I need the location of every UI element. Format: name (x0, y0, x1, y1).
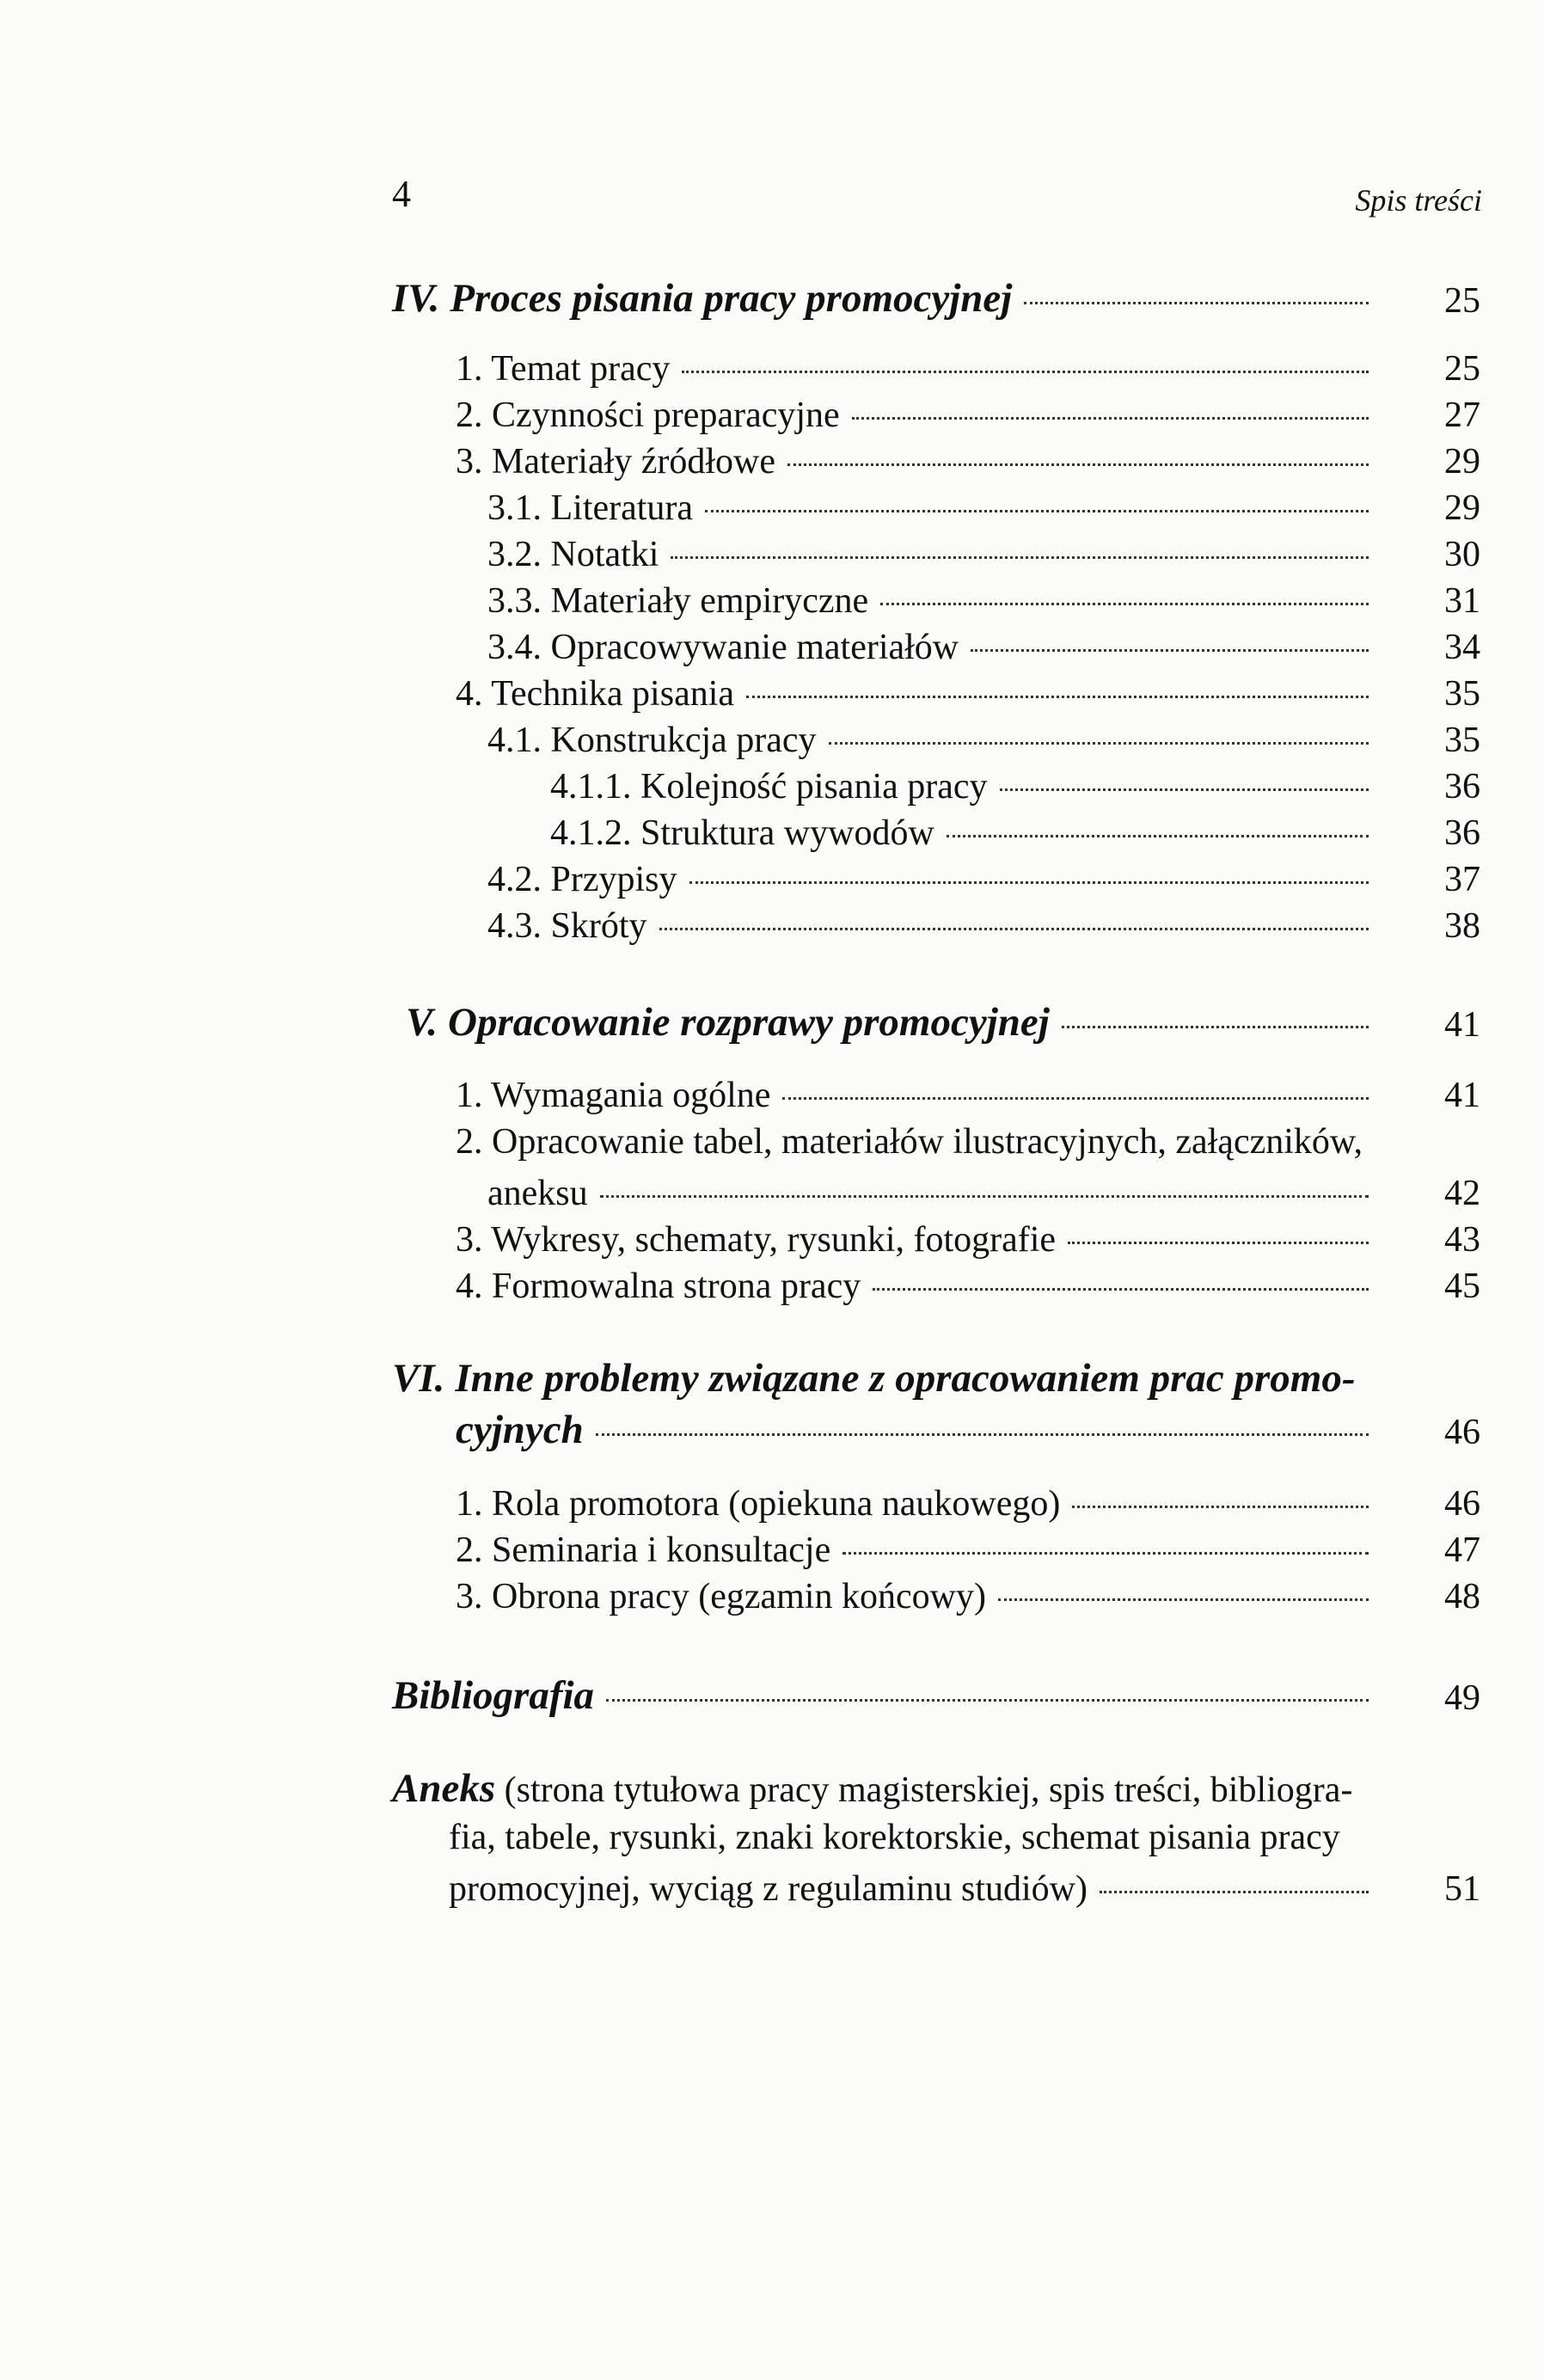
toc-bibliography (392, 1672, 1480, 1719)
page-ref: 46 (1444, 1413, 1480, 1452)
entry-label: 1. Rola promotora (opiekuna naukowego) (456, 1484, 1061, 1524)
running-head: Spis treści (1355, 183, 1482, 218)
page-ref: 25 (1444, 349, 1480, 389)
page-ref: 42 (1444, 1174, 1480, 1213)
toc-chapter-iv (392, 275, 1480, 322)
page-ref: 51 (1444, 1869, 1480, 1909)
dot-leader (1068, 1242, 1369, 1244)
dot-leader (787, 463, 1369, 466)
chapter-title-continued: cyjnych (456, 1408, 584, 1452)
dot-leader (971, 649, 1369, 652)
entry-label: 4.3. Skróty (487, 906, 647, 946)
dot-leader (746, 696, 1369, 698)
entry-label: 4.1.2. Struktura wywodów (550, 813, 934, 853)
entry-label: 3.2. Notatki (487, 535, 659, 574)
annex-desc-line3: promocyjnej, wyciąg z regulaminu studiów) (449, 1869, 1088, 1909)
dot-leader (671, 556, 1369, 559)
entry-label: 3. Materiały źródłowe (456, 442, 776, 482)
dot-leader (600, 1195, 1369, 1198)
toc-entry (487, 720, 1480, 761)
page-ref: 30 (1444, 535, 1480, 574)
toc-entry (456, 1576, 1480, 1617)
dot-leader (596, 1433, 1369, 1436)
dot-leader (1100, 1891, 1369, 1893)
toc-entry (487, 488, 1480, 529)
page-ref: 35 (1444, 674, 1480, 714)
toc-entry (456, 1219, 1480, 1261)
dot-leader (606, 1699, 1369, 1702)
page-ref: 41 (1444, 1076, 1480, 1115)
page-ref: 41 (1444, 1005, 1480, 1045)
toc-chapter-v (406, 999, 1480, 1046)
page-ref: 49 (1444, 1678, 1480, 1718)
toc-entry (456, 1075, 1480, 1116)
dot-leader (1062, 1026, 1369, 1028)
dot-leader (689, 881, 1369, 884)
page-ref: 37 (1444, 860, 1480, 899)
entry-label: 3. Wykresy, schematy, rysunki, fotografie (456, 1220, 1057, 1260)
page-ref: 48 (1444, 1577, 1480, 1616)
chapter-numeral: VI. (392, 1356, 445, 1401)
toc-annex-line1 (392, 1765, 1352, 1812)
toc-chapter-vi-cont (456, 1407, 1480, 1453)
toc-annex-line3 (449, 1868, 1480, 1910)
toc-entry (550, 766, 1480, 807)
page-ref: 31 (1444, 581, 1480, 621)
page-ref: 27 (1444, 396, 1480, 435)
page-ref: 35 (1444, 721, 1480, 760)
dot-leader (1072, 1506, 1369, 1508)
toc-entry (487, 627, 1480, 668)
chapter-numeral: IV. (392, 276, 440, 321)
toc-entry (487, 1173, 1480, 1214)
dot-leader (852, 417, 1369, 420)
dot-leader (880, 603, 1369, 605)
dot-leader (782, 1097, 1369, 1100)
page-ref: 29 (1444, 442, 1480, 482)
chapter-title: Inne problemy związane z opracowaniem prac promo- (455, 1356, 1356, 1401)
dot-leader (873, 1288, 1369, 1291)
toc-entry (456, 395, 1480, 436)
toc-entry (487, 905, 1480, 947)
toc-entry (456, 348, 1480, 390)
page-ref: 38 (1444, 906, 1480, 946)
page-ref: 34 (1444, 628, 1480, 667)
entry-label: 3.1. Literatura (487, 488, 694, 528)
entry-label: 4.2. Przypisy (487, 860, 677, 899)
dot-leader (829, 742, 1369, 745)
toc-entry (550, 813, 1480, 854)
entry-label: 2. Seminaria i konsultacje (456, 1530, 831, 1570)
entry-label: 4. Technika pisania (456, 674, 735, 714)
bibliography-title: Bibliografia (392, 1673, 595, 1718)
toc-entry (487, 580, 1480, 622)
entry-label: 1. Temat pracy (456, 349, 671, 389)
dot-leader (1024, 302, 1369, 304)
dot-leader (659, 928, 1369, 930)
toc-entry (487, 859, 1480, 900)
entry-label: 4. Formowalna strona pracy (456, 1267, 861, 1306)
toc-chapter-vi (392, 1355, 1356, 1402)
annex-title: Aneks (392, 1766, 496, 1811)
toc-entry (487, 534, 1480, 575)
dot-leader (1000, 788, 1369, 791)
entry-label: 2. Czynności preparacyjne (456, 396, 840, 435)
page-ref: 43 (1444, 1220, 1480, 1260)
page-number: 4 (392, 173, 411, 215)
chapter-title: Proces pisania pracy promocyjnej (450, 276, 1013, 321)
page-ref: 46 (1444, 1484, 1480, 1524)
annex-desc-line2: fia, tabele, rysunki, znaki korektorskie, schemat pisania pracy (449, 1818, 1340, 1857)
chapter-title: Opracowanie rozprawy promocyjnej (448, 1000, 1050, 1045)
entry-label: 4.1. Konstrukcja pracy (487, 721, 817, 760)
chapter-numeral: V. (406, 1000, 438, 1045)
entry-label: 3. Obrona pracy (egzamin końcowy) (456, 1577, 986, 1616)
entry-label: 3.4. Opracowywanie materiałów (487, 628, 959, 667)
entry-label: 4.1.1. Kolejność pisania pracy (550, 767, 988, 807)
toc-entry (456, 1530, 1480, 1571)
dot-leader (947, 835, 1369, 837)
toc-entry (456, 441, 1480, 482)
entry-label-continued: aneksu (487, 1174, 588, 1213)
page-ref: 47 (1444, 1530, 1480, 1570)
page-ref: 29 (1444, 488, 1480, 528)
dot-leader (998, 1598, 1369, 1601)
toc-entry (456, 1266, 1480, 1307)
entry-label: 1. Wymagania ogólne (456, 1076, 771, 1115)
toc-entry (456, 673, 1480, 715)
page-ref: 25 (1444, 281, 1480, 321)
annex-desc-line1: (strona tytułowa pracy magisterskiej, spis treści, bibliogra- (504, 1770, 1353, 1810)
dot-leader (842, 1552, 1369, 1555)
dot-leader (682, 371, 1369, 373)
page-ref: 36 (1444, 767, 1480, 807)
entry-label: 2. Opracowanie tabel, materiałów ilustracyjnych, załączników, (456, 1122, 1363, 1162)
entry-label: 3.3. Materiały empiryczne (487, 581, 869, 621)
page-ref: 36 (1444, 813, 1480, 853)
dot-leader (705, 510, 1369, 512)
page-ref: 45 (1444, 1267, 1480, 1306)
toc-entry (456, 1483, 1480, 1524)
